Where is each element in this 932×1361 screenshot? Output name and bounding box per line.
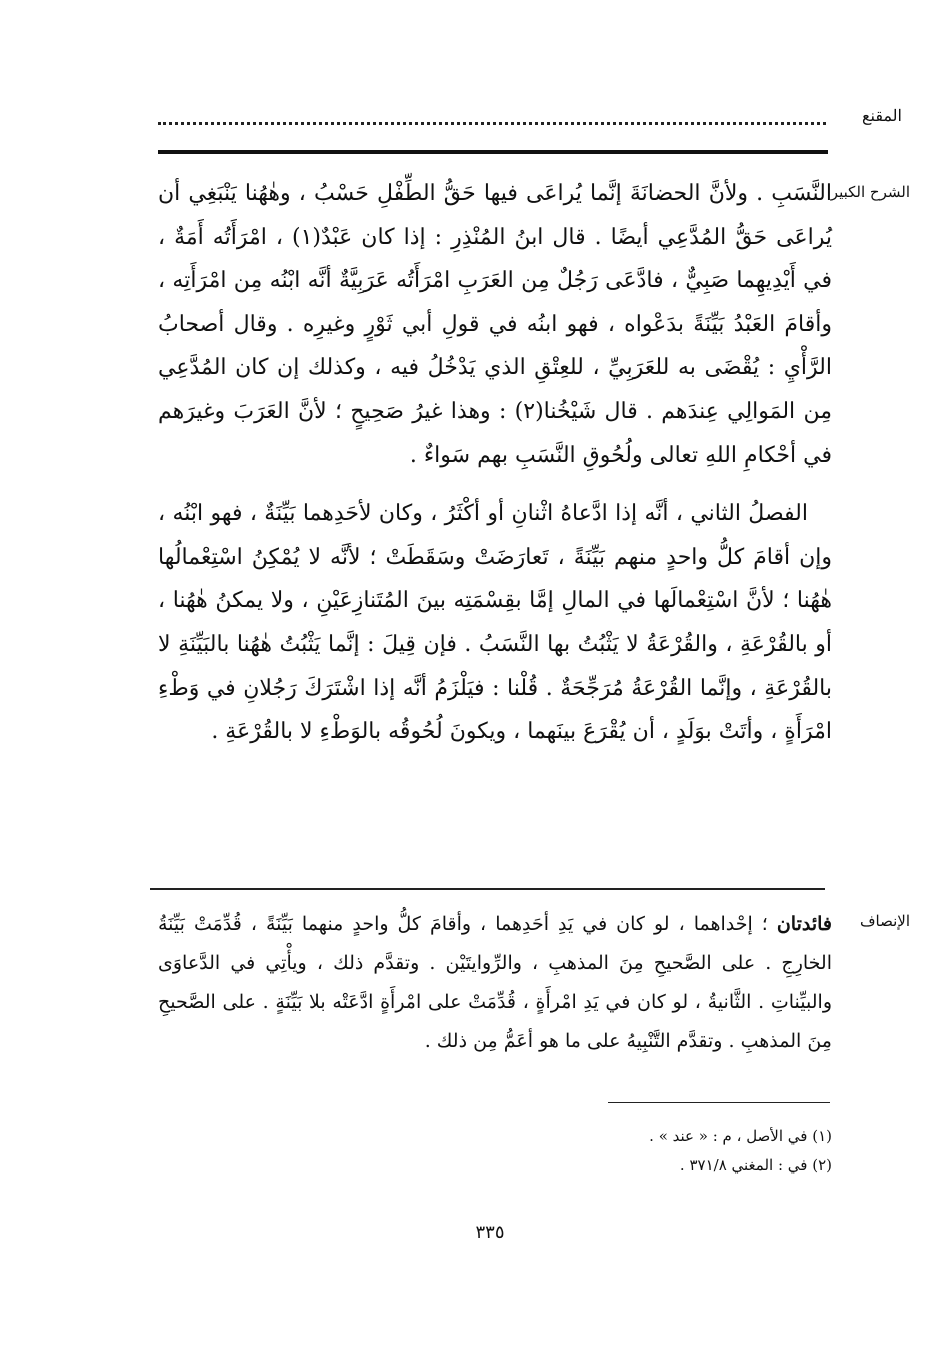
insaf-body: ؛ إحْداهما ، لو كان في يَدِ أحَدِهما ، وأقامَ كلُّ واحدٍ منهما بَيِّنَةً ، قُدِّمَتْ بَيِّنَةُ الخارِجِ . على الصَّحيحِ مِنَ المذهبِ ، والرِّوايتَيْن . وتقدَّم ذلك ، ويأْتِي في الدَّعاوَى والبيِّناتِ . الثَّانيةُ ، لو كان في يَدِ امْرأَةٍ ، قُدِّمَتْ على امْرأَةٍ ادَّعَتْه بلا بَيِّنَةٍ . على الصَّحيحِ مِنَ المذهبِ . وتقدَّم التَّنْبِيهُ على ما هو أعَمُّ مِن ذلك . — [158, 913, 832, 1052]
margin-label-insaf: الإنصاف — [859, 912, 910, 930]
insaf-text — [158, 905, 832, 1061]
running-header-title: المقنع — [861, 106, 902, 125]
main-paragraph-2: الفصلُ الثاني ، أنَّه إذا ادَّعاهُ اثْنانِ أو أكْثَرُ ، وكان لأحَدِهما بَيِّنَةٌ ، فهو ابْنُه ، وإن أقامَ كلُّ واحدٍ منهم بَيِّنَةً ، تَعارَضَتْ وسَقَطَتْ ؛ لأنَّه لا يُمْكِنُ اسْتِعْمالُها هٰهُنا ؛ لأنَّ اسْتِعْمالَها في المالِ إمَّا بقِسْمَتِه بينَ المُتَنازِعَيْنِ ، ولا يمكنُ هٰهُنا ، أو بالقُرْعَةِ ، والقُرْعَةُ لا يَثْبُتُ بها النَّسَبُ . فإن قِيلَ : إنَّما يَثْبُتُ هٰهُنا بالبَيِّنَةِ لا بالقُرْعَةِ ، وإنَّما القُرْعَةُ مُرَجِّحَةٌ . قُلْنا : فيَلْزَمُ أنَّه إذا اشْتَرَكَ رَجُلانِ في وَطْءِ امْرَأَةٍ ، وأتَتْ بوَلَدٍ ، أن يُقْرَعَ بينَهما ، ويكونَ لُحُوقُه بالوَطْءِ لا بالقُرْعَةِ . — [158, 501, 832, 745]
header-dotted-leader — [158, 112, 826, 125]
margin-label-sharh: الشرح الكبير — [830, 183, 910, 201]
main-text — [158, 172, 832, 754]
footnote-2: (٢) في : المغني ٣٧١/٨ . — [679, 1156, 832, 1174]
footnotes — [500, 1122, 832, 1180]
header-rule — [158, 150, 828, 154]
section-divider — [150, 888, 825, 890]
insaf-lead-word: فائدتان — [776, 913, 832, 935]
footnote-rule — [608, 1102, 830, 1103]
main-paragraph-1: النَّسَبِ . ولأنَّ الحضانَةَ إنَّما يُراعَى فيها حَقُّ الطِّفْلِ حَسْبُ ، وهٰهُنا يَنْبَغِي أن يُراعَى حَقُّ المُدَّعِي أيضًا . قال ابنُ المُنْذِرِ : إذا كان عَبْدٌ(١) ، امْرَأَتُه أَمَةٌ ، في أَيْدِيهِما صَبِيٌّ ، فادَّعَى رَجُلٌ مِن العَرَبِ امْرَأَتُه عَرَبِيَّةٌ أنَّه ابْنُه مِن امْرَأَتِه ، وأقامَ العَبْدُ بَيِّنَةً بدَعْواه ، فهو ابنُه في قولِ أبي ثَوْرٍ وغيرِه . وقال أصحابُ الرَّأْيِ : يُقْضَى به للعَرَبِيِّ ، للعِتْقِ الذي يَدْخُلُ فيه ، وكذلك إن كان المُدَّعِي مِن المَوالِي عِندَهم . قال شَيْخُنا(٢) : وهذا غيرُ صَحِيحٍ ؛ لأنَّ العَرَبَ وغيرَهم في أحْكامِ اللهِ تعالى ولُحُوقِ النَّسَبِ بهم سَواءٌ . — [158, 181, 833, 468]
footnote-1: (١) في الأصل ، م : « عند » . — [649, 1127, 832, 1145]
page-number: ٣٣٥ — [475, 1222, 505, 1243]
